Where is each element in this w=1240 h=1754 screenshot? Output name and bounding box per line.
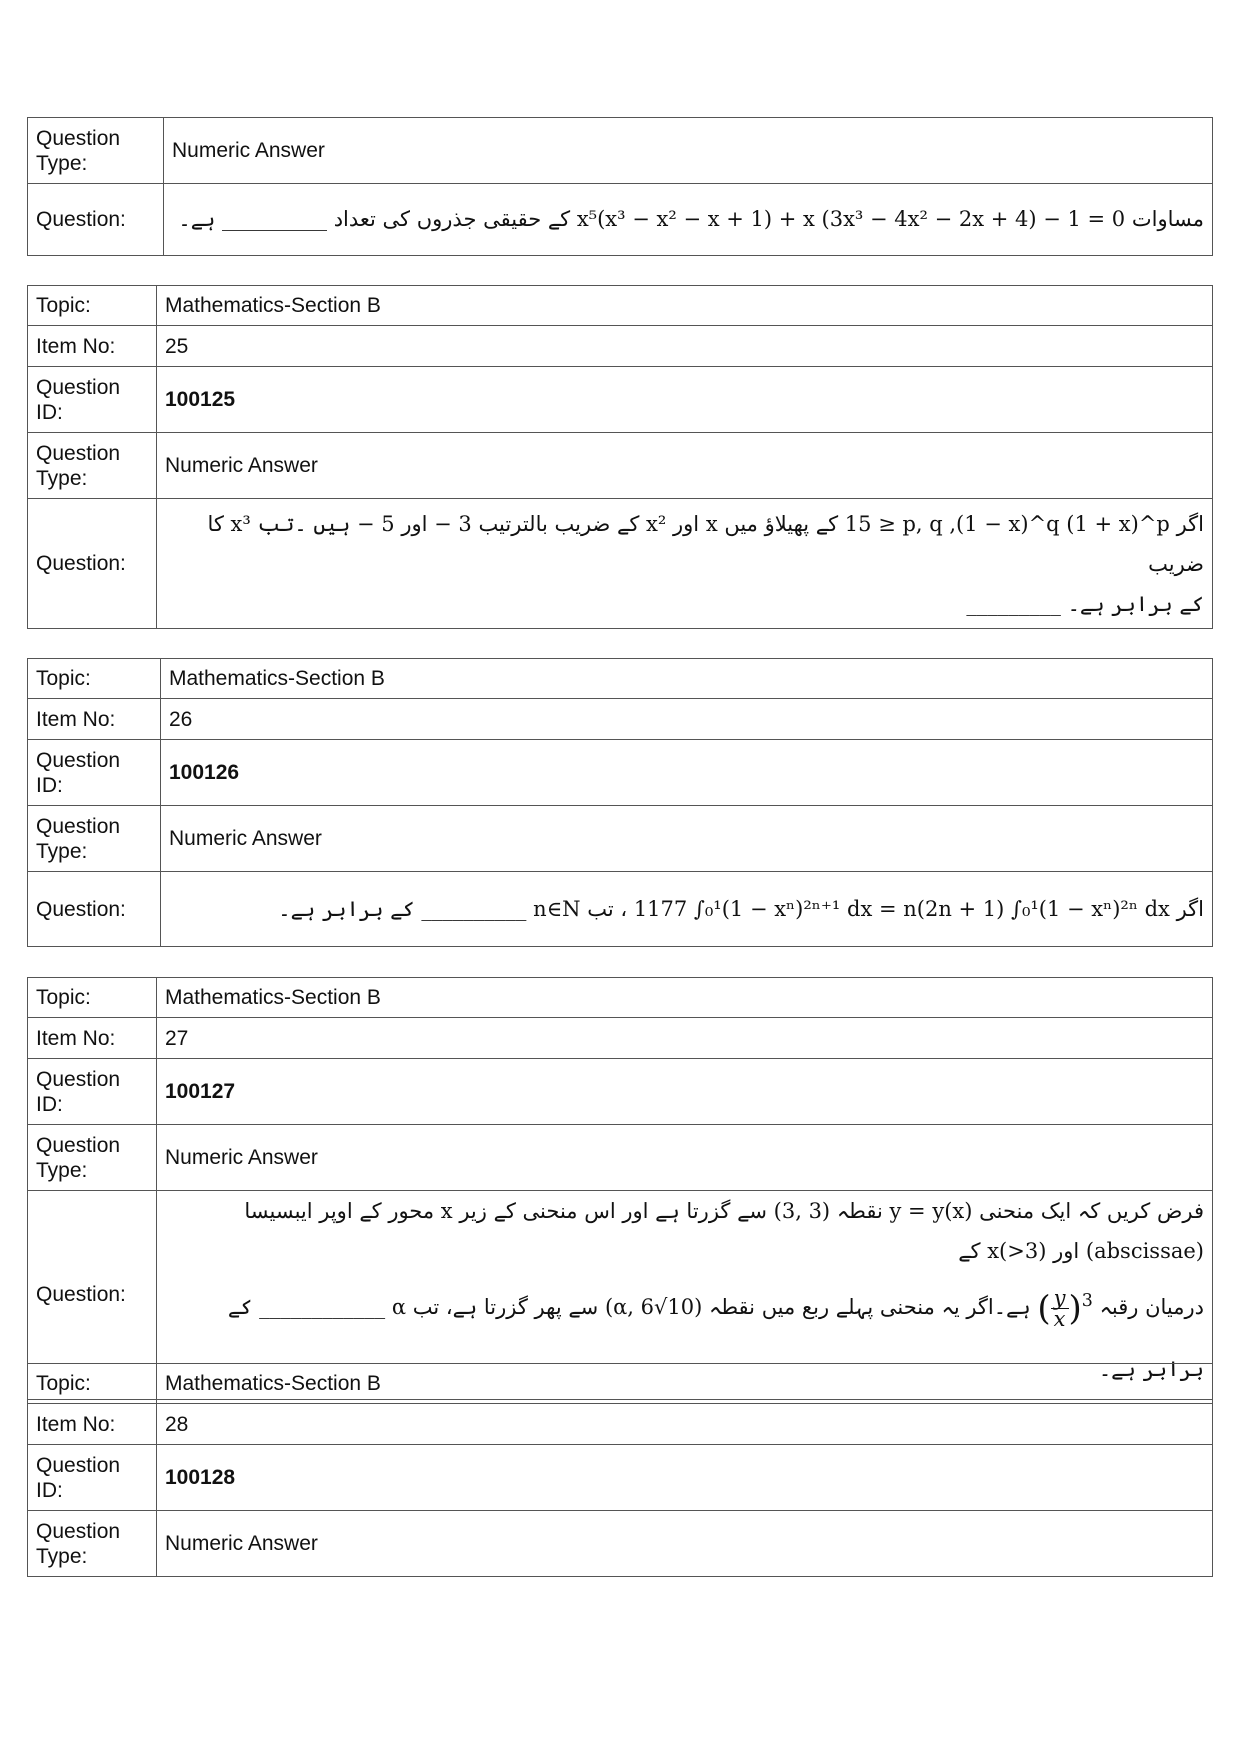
question-type-value: Numeric Answer (157, 433, 1213, 499)
item-no-value: 28 (157, 1404, 1213, 1445)
question-label: Question: (28, 499, 157, 629)
fraction-expression: ( $\frac{y}{x}$ )$^3$ (1037, 1286, 1093, 1331)
question-id-value: 100128 (157, 1445, 1213, 1511)
question-type-label: Question Type: (28, 433, 157, 499)
equation: x⁵(x³ − x² − x + 1) + x (3x³ − 4x² − 2x + 4) − 1 = 0 (576, 207, 1126, 231)
topic-value: Mathematics-Section B (157, 286, 1213, 326)
question-label: Question: (28, 872, 161, 947)
question-id-value: 100127 (157, 1059, 1213, 1125)
question-type-label: Question Type: (28, 1511, 157, 1577)
question-label: Question: (28, 184, 164, 256)
answer-blank: __________ (222, 207, 327, 231)
question-type-value: Numeric Answer (161, 806, 1213, 872)
topic-label: Topic: (28, 978, 157, 1018)
question-id-value: 100125 (157, 367, 1213, 433)
question-block-0 (27, 117, 1213, 256)
question-id-label: Question ID: (28, 740, 161, 806)
question-id-label: Question ID: (28, 1059, 157, 1125)
question-type-label: Question Type: (28, 1125, 157, 1191)
question-type-value: Numeric Answer (157, 1125, 1213, 1191)
item-no-label: Item No: (28, 326, 157, 367)
question-label: Question: (28, 1191, 157, 1400)
topic-value: Mathematics-Section B (157, 1364, 1213, 1404)
topic-label: Topic: (28, 659, 161, 699)
topic-label: Topic: (28, 286, 157, 326)
item-no-label: Item No: (28, 1404, 157, 1445)
question-type-label: Question Type: (28, 118, 164, 184)
item-no-label: Item No: (28, 1018, 157, 1059)
item-no-value: 25 (157, 326, 1213, 367)
question-id-label: Question ID: (28, 367, 157, 433)
item-no-label: Item No: (28, 699, 161, 740)
question-block-26 (27, 658, 1213, 947)
question-type-label: Question Type: (28, 806, 161, 872)
answer-blank: ____________ (259, 1295, 386, 1319)
topic-label: Topic: (28, 1364, 157, 1404)
question-type-value: Numeric Answer (164, 118, 1213, 184)
topic-value: Mathematics-Section B (157, 978, 1213, 1018)
item-no-value: 26 (161, 699, 1213, 740)
question-text: فرض کریں کہ ایک منحنی y = y(x) نقطہ (3, 3) سے گزرتا ہے اور اس منحنی کے زیر x محور کے اوپر ایبسیسا (abscissae) اور x(>3) کے درمیان رقبہ ( $\frac{y}{x}$ )$^3$ ہے۔اگر یہ منحنی پہلے ربع میں نقطہ (α, 6√10) سے پھر گزرتا ہے، تب α ____________ کے برابر ہے۔ (157, 1191, 1213, 1400)
question-text: اگر 1177 ∫₀¹(1 − xⁿ)²ⁿ⁺¹ dx = n(2n + 1) ∫₀¹(1 − xⁿ)²ⁿ dx ، تب n∈N __________ کے برابر ہے۔ (161, 872, 1213, 947)
question-id-label: Question ID: (28, 1445, 157, 1511)
answer-blank: __________ (421, 896, 527, 921)
question-type-value: Numeric Answer (157, 1511, 1213, 1577)
answer-blank: _________ (966, 591, 1061, 616)
item-no-value: 27 (157, 1018, 1213, 1059)
question-text: مساوات x⁵(x³ − x² − x + 1) + x (3x³ − 4x² − 2x + 4) − 1 = 0 کے حقیقی جذروں کی تعداد __________ ہے۔ (164, 184, 1213, 256)
equation: 1177 ∫₀¹(1 − xⁿ)²ⁿ⁺¹ dx = n(2n + 1) ∫₀¹(1 − xⁿ)²ⁿ dx (633, 896, 1170, 921)
topic-value: Mathematics-Section B (161, 659, 1213, 699)
question-block-25 (27, 285, 1213, 629)
question-block-28 (27, 1363, 1213, 1577)
question-id-value: 100126 (161, 740, 1213, 806)
question-text: اگر 15 ≥ p, q ,(1 − x)^q (1 + x)^p کے پھیلاؤ میں x اور x² کے ضریب بالترتیب 3 − اور 5 − ہیں ۔تب x³ کا ضریب کے برابر ہے۔ _________ (157, 499, 1213, 629)
question-block-27 (27, 977, 1213, 1400)
